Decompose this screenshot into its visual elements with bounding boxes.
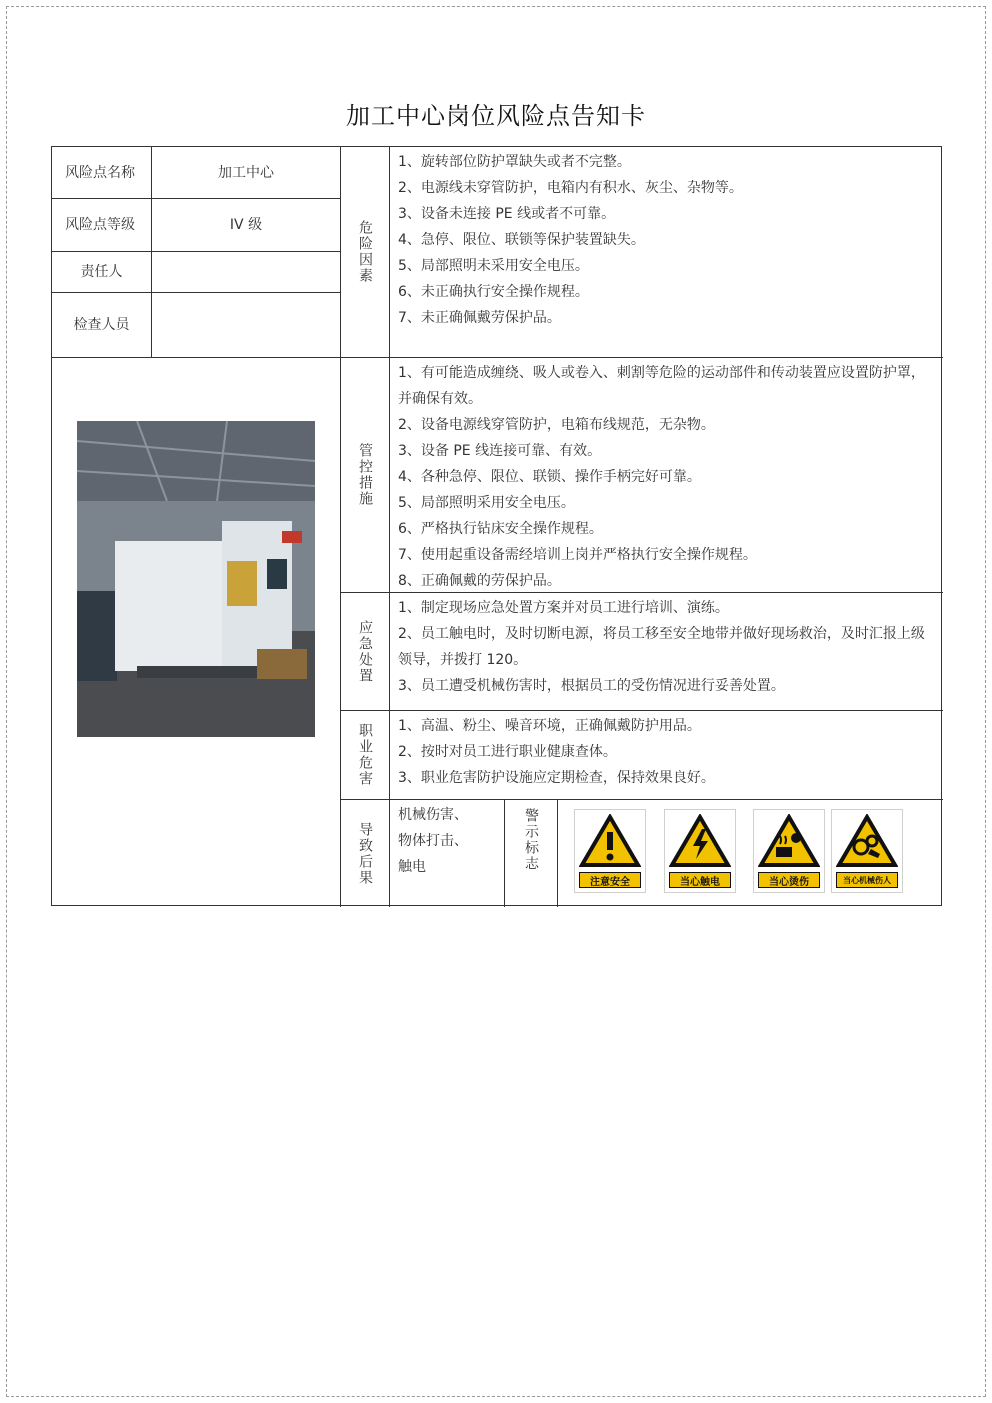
- consequence-item: 触电: [398, 859, 426, 875]
- consequences-label: 导致后果: [357, 821, 373, 886]
- control-item: 4、各种急停、限位、联锁、操作手柄完好可靠。: [398, 469, 701, 485]
- hazards-list: [390, 147, 943, 357]
- inspector-value: [152, 293, 340, 357]
- warning-sign-electric: [664, 809, 736, 893]
- sign-caption: 注意安全: [579, 872, 641, 888]
- consequence-item: 物体打击、: [398, 833, 468, 849]
- hazard-item: 3、设备未连接 PE 线或者不可靠。: [398, 206, 616, 222]
- occupational-item: 1、高温、粉尘、噪音环境，正确佩戴防护用品。: [398, 718, 701, 734]
- machining-center-photo: [77, 421, 315, 737]
- emergency-label: 应急处置: [357, 619, 373, 684]
- hazard-item: 5、局部照明未采用安全电压。: [398, 258, 589, 274]
- control-item: 7、使用起重设备需经培训上岗并严格执行安全操作规程。: [398, 547, 757, 563]
- hazards-label: 危险因素: [357, 220, 373, 284]
- warning-sign-caution: [574, 809, 646, 893]
- responsible-label: 责任人: [80, 264, 123, 280]
- sign-caption: 当心触电: [669, 872, 731, 888]
- occupational-list: [390, 711, 943, 799]
- emergency-item: 1、制定现场应急处置方案并对员工进行培训、演练。: [398, 600, 729, 616]
- warning-sign-scald: [753, 809, 825, 893]
- risk-level-value: IV 级: [229, 217, 263, 233]
- hazard-item: 1、旋转部位防护罩缺失或者不完整。: [398, 154, 631, 170]
- hazard-item: 2、电源线未穿管防护，电箱内有积水、灰尘、杂物等。: [398, 180, 743, 196]
- hazard-item: 4、急停、限位、联锁等保护装置缺失。: [398, 232, 645, 248]
- consequence-item: 机械伤害、: [398, 807, 468, 823]
- control-item: 2、设备电源线穿管防护，电箱布线规范，无杂物。: [398, 417, 715, 433]
- occupational-item: 3、职业危害防护设施应定期检查，保持效果良好。: [398, 770, 715, 786]
- exclamation-icon: [579, 814, 641, 868]
- emergency-item: 3、员工遭受机械伤害时，根据员工的受伤情况进行妥善处置。: [398, 678, 785, 694]
- sign-caption: 当心烫伤: [758, 872, 820, 888]
- control-item: 5、局部照明采用安全电压。: [398, 495, 575, 511]
- occupational-item: 2、按时对员工进行职业健康查体。: [398, 744, 617, 760]
- sign-caption: 当心机械伤人: [836, 872, 898, 888]
- hazard-item: 7、未正确佩戴劳保护品。: [398, 310, 561, 326]
- warning-sign-mechanical: [831, 809, 903, 893]
- scald-icon: [758, 814, 820, 868]
- risk-name-value: 加工中心: [218, 164, 274, 181]
- hazard-item: 6、未正确执行安全操作规程。: [398, 284, 589, 300]
- risk-card-table: [51, 146, 942, 906]
- risk-name-label: 风险点名称: [65, 164, 135, 181]
- control-item: 6、严格执行钻床安全操作规程。: [398, 521, 603, 537]
- responsible-value: [152, 252, 340, 292]
- electric-shock-icon: [669, 814, 731, 868]
- page-title: 加工中心岗位风险点告知卡: [346, 102, 646, 130]
- control-item: 1、有可能造成缠绕、吸人或卷入、刺割等危险的运动部件和传动装置应设置防护罩，并确保有效。: [398, 365, 925, 407]
- controls-list: [390, 358, 943, 592]
- risk-level-label: 风险点等级: [65, 217, 135, 233]
- warning-signs-label: 警示标志: [523, 808, 539, 872]
- mechanical-injury-icon: [836, 814, 898, 868]
- emergency-item: 2、员工触电时，及时切断电源，将员工移至安全地带并做好现场救治，及时汇报上级领导，并拨打 120。: [398, 626, 925, 668]
- controls-label: 管控措施: [357, 443, 373, 507]
- control-item: 8、正确佩戴的劳保护品。: [398, 573, 561, 589]
- occupational-label: 职业危害: [357, 723, 373, 787]
- inspector-label: 检查人员: [73, 317, 130, 333]
- emergency-list: [390, 593, 943, 710]
- control-item: 3、设备 PE 线连接可靠、有效。: [398, 443, 602, 459]
- consequences-list: [390, 800, 504, 907]
